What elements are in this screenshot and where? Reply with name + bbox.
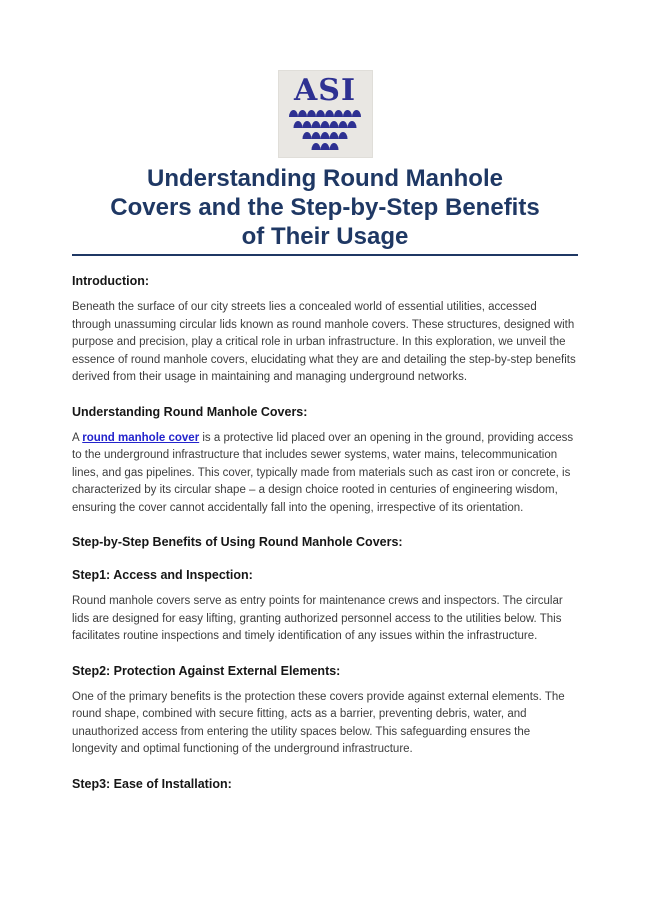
page-title [55,164,595,251]
page-title-line-2: Covers and the Step-by-Step Benefits [110,194,540,221]
heading-understanding-covers: Understanding Round Manhole Covers: [72,404,308,419]
page-title-line-1: Understanding Round Manhole [147,165,503,192]
water-waves-icon [285,107,365,153]
asi-logo-text: ASI [294,73,356,108]
round-manhole-cover-link[interactable]: round manhole cover [82,431,200,444]
heading-step3: Step3: Ease of Installation: [72,776,232,791]
document-body [72,273,578,792]
paragraph-step2: One of the primary benefits is the protection these covers provide against external elements. The round shape, combined with secure fitting, acts as a barrier, preventing debris, water, and unauthorized access from entering the utility spaces below. This safeguarding ensures the longevity and optimal functioning of the underground infrastructure. [72,690,565,755]
asi-logo [278,70,373,158]
page-title-line-3: of Their Usage [241,223,409,250]
heading-step-by-step-benefits: Step-by-Step Benefits of Using Round Manhole Covers: [72,535,403,549]
paragraph-understanding-prefix: A [72,431,83,444]
title-divider [72,254,578,256]
paragraph-introduction: Beneath the surface of our city streets lies a concealed world of essential utilities, accessed through unassuming circular lids known as round manhole covers. These structures, designed with purpose and precision, play a critical role in urban infrastructure. In this exploration, we unveil the essence of round manhole covers, elucidating what they are and detailing the step-by-step benefits derived from their usage in maintaining and managing underground networks. [72,301,576,383]
heading-step2: Step2: Protection Against External Elements: [72,663,341,678]
paragraph-step1: Round manhole covers serve as entry points for maintenance crews and inspectors. The circular lids are designed for easy lifting, granting authorized personnel access to the utilities below. This facilitates routine inspections and timely identification of any issues within the infrastructure. [72,595,563,642]
heading-introduction: Introduction: [72,274,150,288]
paragraph-understanding-covers [72,430,578,518]
heading-step1: Step1: Access and Inspection: [72,568,253,582]
paragraph-understanding-suffix: is a protective lid placed over an opening in the ground, providing access to the underground infrastructure that includes sewer systems, water mains, telecommunication lines, and gas pipelines. This cover, typically made from materials such as cast iron or concrete, is characterized by its circular shape – a design choice rooted in centuries of engineering wisdom, ensuring the cover cannot accidentally fall into the opening, irrespective of its orientation. [72,431,574,514]
